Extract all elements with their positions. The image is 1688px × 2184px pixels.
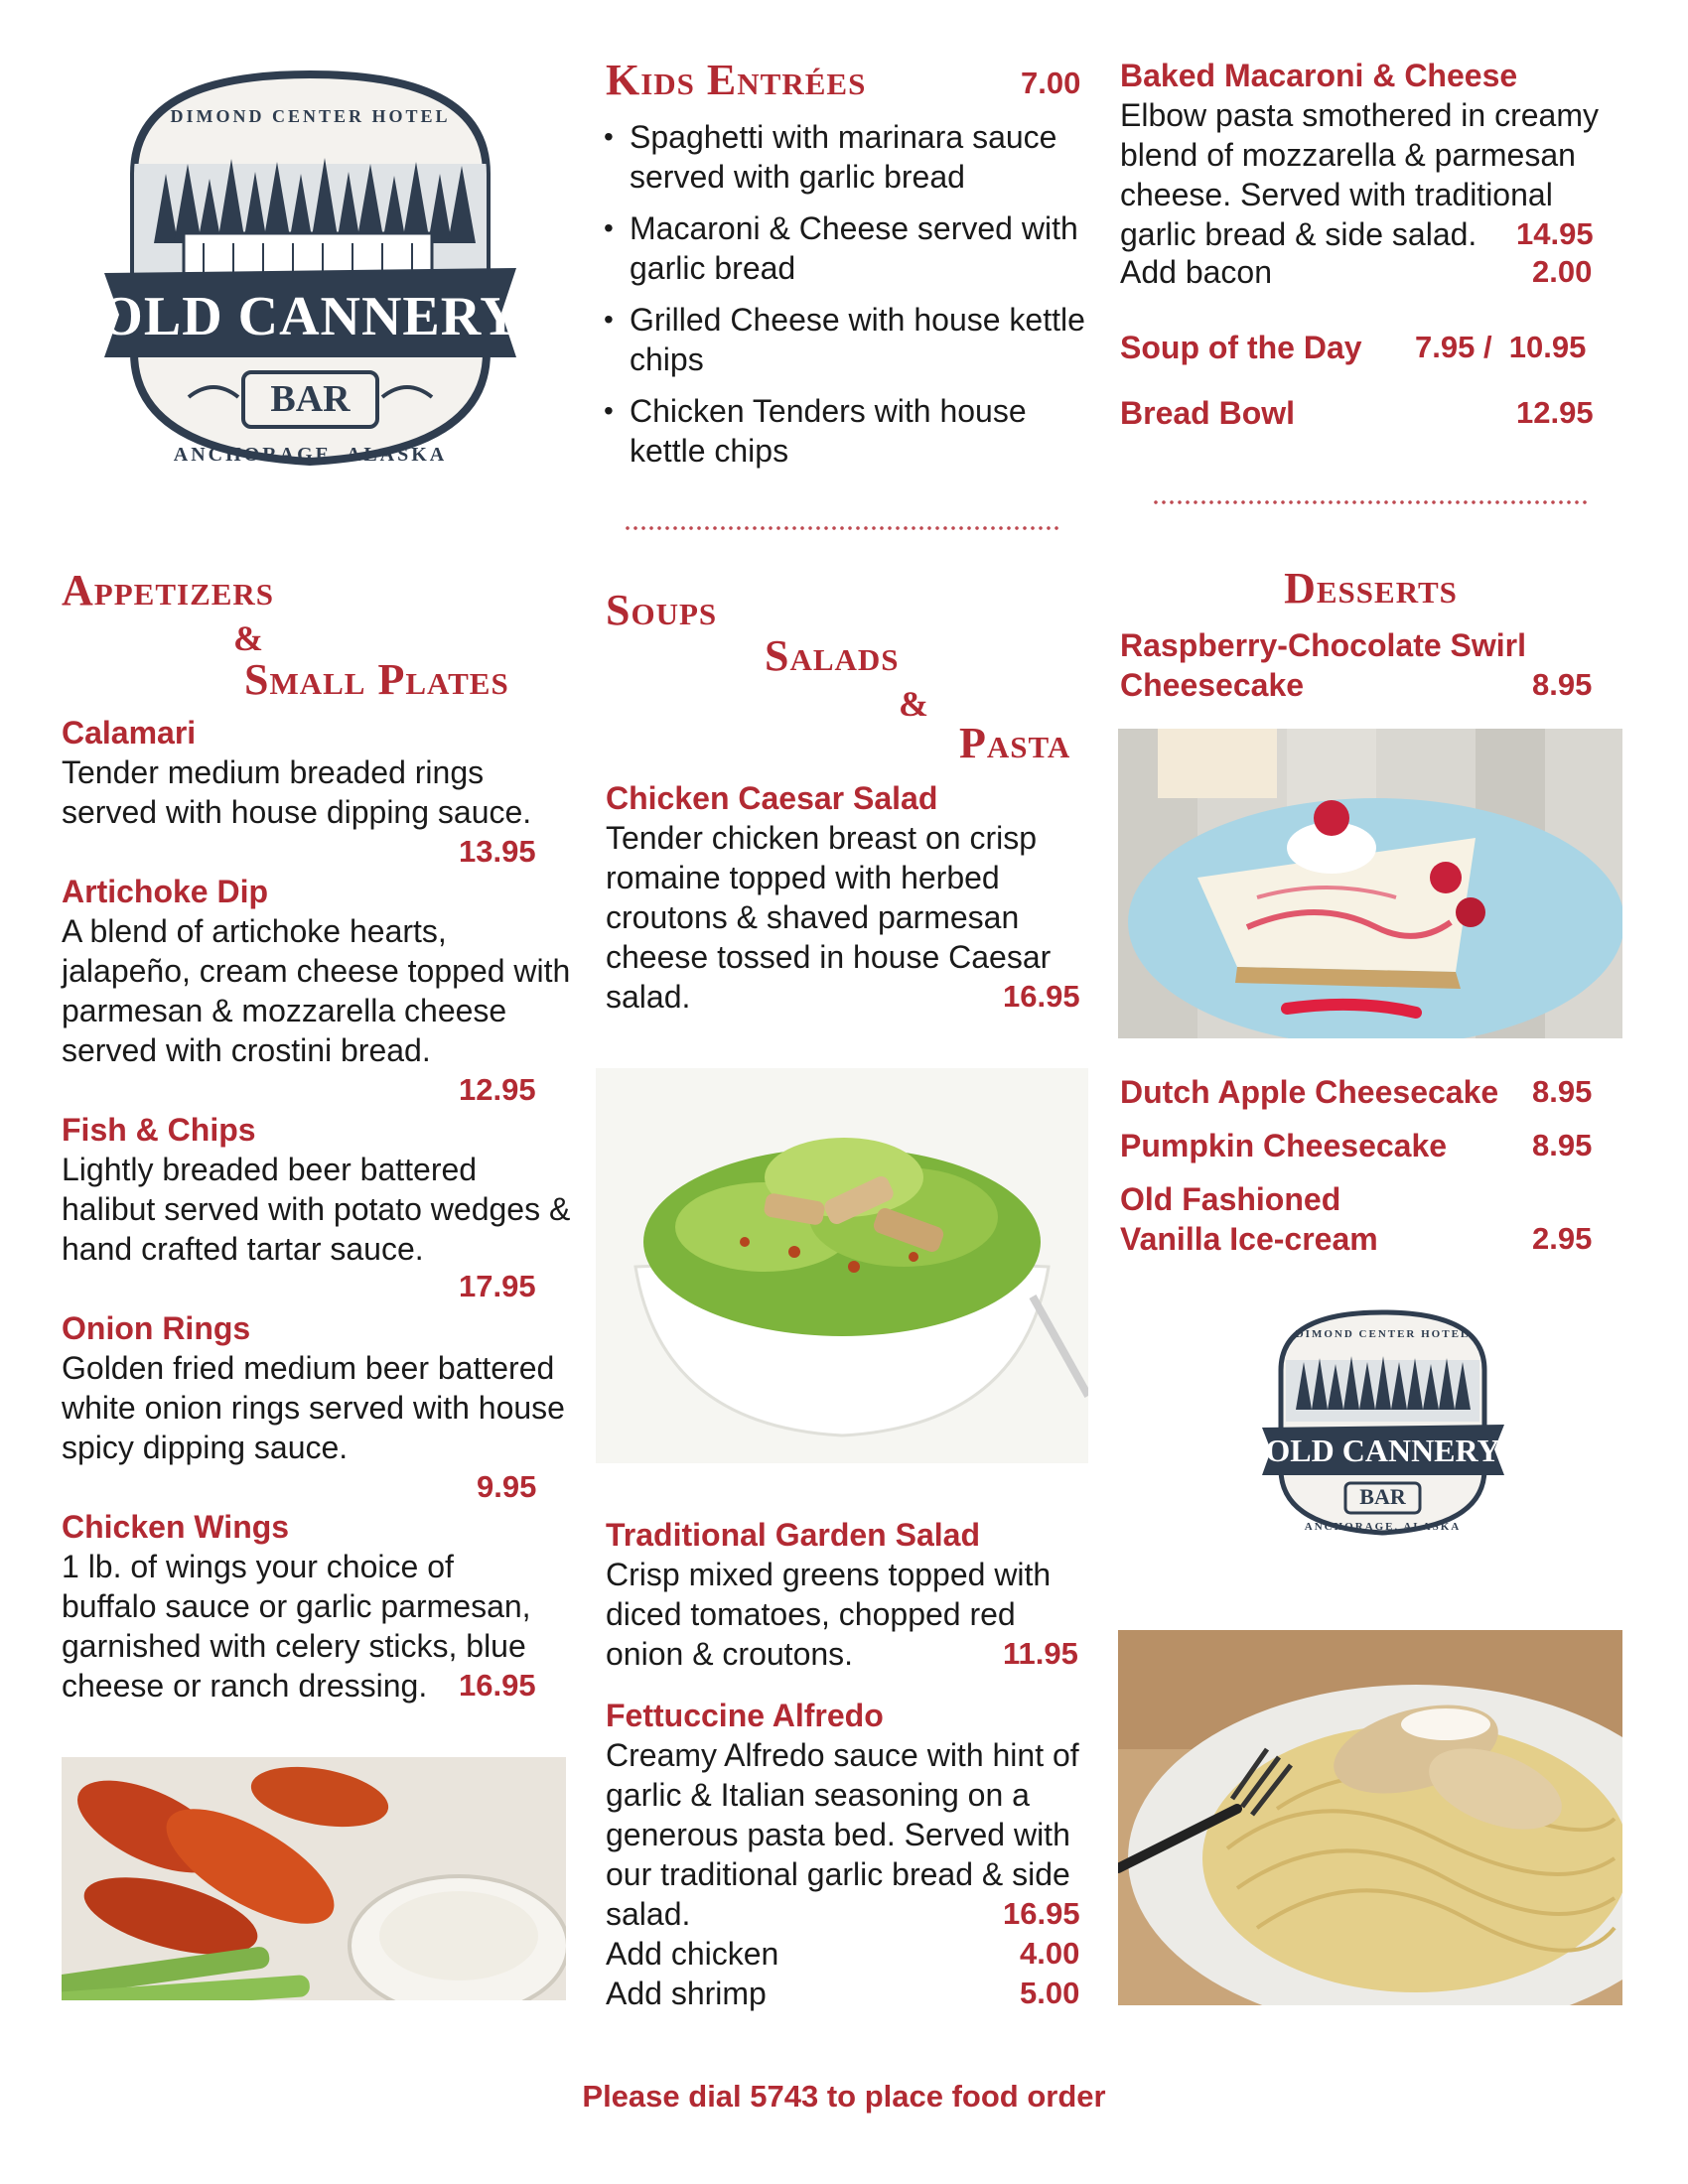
artichoke-desc: A blend of artichoke hearts, jalapeño, cream cheese topped with parmesan & mozzarella cheese served with crostini bread. (62, 913, 571, 1068)
list-item: • Spaghetti with marinara sauce served with garlic bread (604, 119, 1057, 195)
soups-heading: Soups (606, 586, 718, 634)
cheesecake-photo (1118, 729, 1622, 1038)
mac-addon-price: 2.00 (1532, 254, 1593, 289)
mac-title: Baked Macaroni & Cheese (1120, 58, 1518, 93)
logo-small-top-text: DIMOND CENTER HOTEL (1295, 1328, 1471, 1340)
vanilla-title-line1: Old Fashioned (1120, 1181, 1341, 1217)
divider (624, 524, 1060, 532)
logo-small-location: ANCHORAGE, ALASKA (1304, 1521, 1462, 1533)
vanilla-price: 2.95 (1532, 1221, 1593, 1256)
appetizers-heading-2: Small Plates (244, 655, 509, 704)
calamari-desc: Tender medium breaded rings served with house dipping sauce. (62, 754, 532, 830)
dutch-apple-title: Dutch Apple Cheesecake (1120, 1074, 1499, 1110)
list-item: • Chicken Tenders with house kettle chips (604, 393, 1027, 469)
caesar-title: Chicken Caesar Salad (606, 780, 938, 816)
add-shrimp-price: 5.00 (1020, 1976, 1080, 2010)
logo-small (1256, 1300, 1509, 1549)
raspberry-title-line2: Cheesecake (1120, 667, 1305, 703)
add-shrimp-label: Add shrimp (606, 1976, 767, 2011)
fish-chips-title: Fish & Chips (62, 1112, 256, 1148)
dutch-apple-price: 8.95 (1532, 1074, 1593, 1109)
raspberry-price: 8.95 (1532, 667, 1593, 702)
mac-desc: Elbow pasta smothered in creamy blend of mozzarella & parmesan cheese. Served with traditional garlic bread & side salad. (1120, 97, 1599, 252)
soup-of-day-price: 7.95 / 10.95 (1415, 330, 1587, 364)
wings-desc: 1 lb. of wings your choice of buffalo sauce or garlic parmesan, garnished with celery sticks, blue cheese or ranch dressing. (62, 1549, 531, 1704)
fish-chips-desc: Lightly breaded beer battered halibut served with potato wedges & hand crafted tartar sauce. (62, 1152, 571, 1267)
mac-price: 14.95 (1516, 216, 1594, 251)
logo-name: OLD CANNERY (99, 286, 521, 347)
logo-top-text: DIMOND CENTER HOTEL (170, 106, 451, 126)
soups-heading-amp: & (899, 684, 929, 724)
add-chicken-label: Add chicken (606, 1936, 779, 1972)
fettuccine-desc: Creamy Alfredo sauce with hint of garlic & Italian seasoning on a generous pasta bed. Served with our traditional garlic bread & side salad. (606, 1737, 1079, 1932)
chicken-wings-photo (62, 1757, 566, 2000)
kids-list (604, 117, 1110, 482)
fettuccine-photo (1118, 1630, 1622, 2005)
fettuccine-price: 16.95 (1003, 1896, 1080, 1931)
pumpkin-title: Pumpkin Cheesecake (1120, 1128, 1448, 1163)
calamari-title: Calamari (62, 715, 197, 751)
raspberry-title-line1: Raspberry-Chocolate Swirl (1120, 627, 1526, 663)
bread-bowl-label: Bread Bowl (1120, 395, 1296, 431)
pasta-heading: Pasta (959, 719, 1071, 767)
salads-heading: Salads (765, 631, 900, 680)
divider (1152, 498, 1589, 506)
garden-title: Traditional Garden Salad (606, 1517, 980, 1553)
wings-title: Chicken Wings (62, 1509, 290, 1545)
appetizers-heading-1: Appetizers (62, 566, 275, 614)
artichoke-price: 12.95 (459, 1072, 536, 1107)
artichoke-title: Artichoke Dip (62, 874, 269, 909)
logo-bar: BAR (270, 378, 351, 420)
kids-price: 7.00 (1021, 66, 1081, 100)
bread-bowl-price: 12.95 (1516, 395, 1594, 430)
soup-of-day-label: Soup of the Day (1120, 330, 1362, 365)
onion-rings-title: Onion Rings (62, 1310, 251, 1346)
calamari-price: 13.95 (459, 834, 536, 869)
caesar-desc: Tender chicken breast on crisp romaine topped with herbed croutons & shaved parmesan cheese tossed in house Caesar salad. (606, 820, 1052, 1015)
fettuccine-title: Fettuccine Alfredo (606, 1698, 884, 1733)
logo-location: ANCHORAGE, ALASKA (173, 444, 448, 466)
logo-small-bar: BAR (1359, 1484, 1406, 1509)
logo-small-name: OLD CANNERY (1265, 1433, 1500, 1468)
footer-order-note: Please dial 5743 to place food order (582, 2079, 1106, 2114)
vanilla-title-line2: Vanilla Ice-cream (1120, 1221, 1378, 1257)
list-item: • Macaroni & Cheese served with garlic bread (604, 210, 1078, 286)
mac-addon-label: Add bacon (1120, 254, 1273, 290)
fish-chips-price: 17.95 (459, 1269, 536, 1303)
logo-large (94, 55, 526, 511)
caesar-price: 16.95 (1003, 979, 1080, 1014)
onion-rings-price: 9.95 (477, 1469, 537, 1504)
onion-rings-desc: Golden fried medium beer battered white onion rings served with house spicy dipping sauce. (62, 1350, 565, 1465)
garden-price: 11.95 (1003, 1636, 1078, 1671)
garden-desc: Crisp mixed greens topped with diced tomatoes, chopped red onion & croutons. (606, 1557, 1052, 1672)
pumpkin-price: 8.95 (1532, 1128, 1593, 1162)
appetizers-heading-amp: & (233, 618, 264, 658)
desserts-heading: Desserts (1284, 564, 1458, 613)
caesar-salad-photo (596, 1068, 1088, 1463)
list-item: • Grilled Cheese with house kettle chips (604, 302, 1085, 377)
add-chicken-price: 4.00 (1020, 1936, 1080, 1971)
kids-heading: Kids Entrées (606, 56, 867, 104)
wings-price: 16.95 (459, 1668, 536, 1703)
